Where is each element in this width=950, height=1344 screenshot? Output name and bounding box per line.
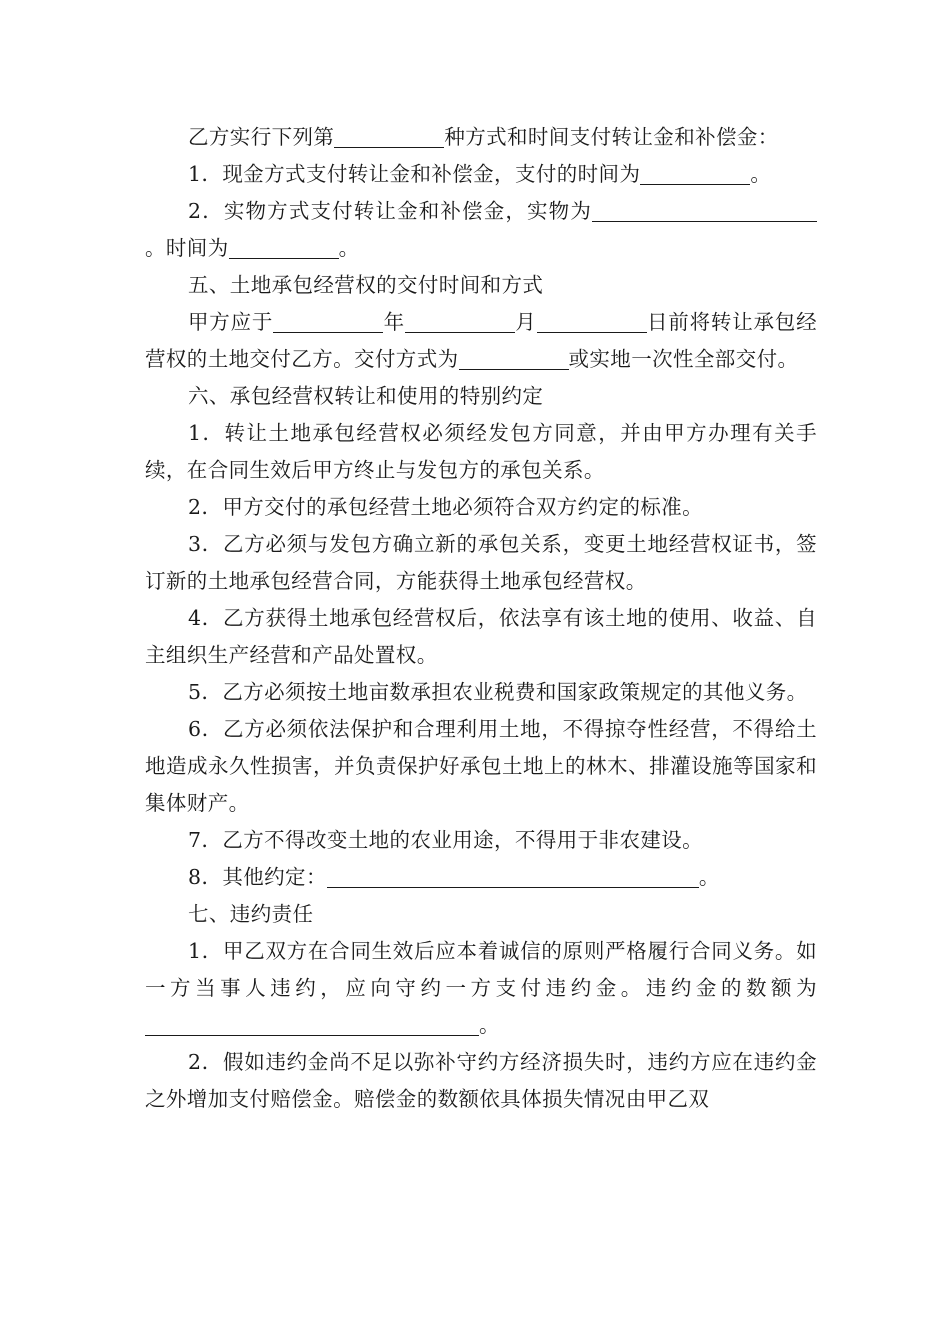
text-run: 1．甲乙双方在合同生效后应本着诚信的原则严格履行合同义务。如一方当事人违约，应向守约一方支付违约金。违约金的数额为 bbox=[145, 939, 817, 1000]
paragraph-cash-payment bbox=[145, 156, 817, 193]
text-run: 5．乙方必须按土地亩数承担农业税费和国家政策规定的其他义务。 bbox=[188, 680, 808, 704]
text-run: 1．现金方式支付转让金和补偿金，支付的时间为 bbox=[188, 162, 641, 186]
text-run: 。时间为 bbox=[145, 236, 229, 260]
section-heading-6 bbox=[145, 378, 817, 415]
clause-6-8 bbox=[145, 859, 817, 896]
text-run: 。 bbox=[479, 1013, 500, 1037]
text-run: 六、承包经营权转让和使用的特别约定 bbox=[188, 384, 544, 408]
paragraph-payment-method bbox=[145, 119, 817, 156]
blank-line bbox=[145, 1011, 479, 1036]
section-heading-5 bbox=[145, 267, 817, 304]
text-run: 6．乙方必须依法保护和合理利用土地，不得掠夺性经营，不得给土地造成永久性损害，并负责保护好承包土地上的林木、排灌设施等国家和集体财产。 bbox=[145, 717, 817, 815]
text-run: 8．其他约定： bbox=[188, 865, 327, 889]
paragraph-in-kind-payment bbox=[145, 193, 817, 267]
clause-6-6 bbox=[145, 711, 817, 822]
text-run: 五、土地承包经营权的交付时间和方式 bbox=[188, 273, 544, 297]
clause-6-1 bbox=[145, 415, 817, 489]
text-run: 七、违约责任 bbox=[188, 902, 314, 926]
text-run: 种方式和时间支付转让金和补偿金： bbox=[444, 125, 779, 149]
text-run: 2．假如违约金尚不足以弥补守约方经济损失时，违约方应在违约金之外增加支付赔偿金。赔偿金的数额依具体损失情况由甲乙双 bbox=[145, 1050, 817, 1111]
blank-line bbox=[229, 234, 339, 259]
text-run: 。 bbox=[698, 865, 720, 889]
clause-7-1 bbox=[145, 933, 817, 1044]
text-run: 1．转让土地承包经营权必须经发包方同意，并由甲方办理有关手续，在合同生效后甲方终止与发包方的承包关系。 bbox=[145, 421, 817, 482]
blank-line bbox=[334, 123, 444, 148]
section-heading-7 bbox=[145, 896, 817, 933]
text-run: 日前将转让承包经营权的土地交付乙方。交付方式为 bbox=[145, 310, 817, 371]
text-run: 2．甲方交付的承包经营土地必须符合双方约定的标准。 bbox=[188, 495, 704, 519]
clause-6-4 bbox=[145, 600, 817, 674]
text-run: 7．乙方不得改变土地的农业用途，不得用于非农建设。 bbox=[188, 828, 704, 852]
clause-6-3 bbox=[145, 526, 817, 600]
blank-line bbox=[640, 160, 750, 185]
blank-line bbox=[405, 308, 515, 333]
clause-7-2 bbox=[145, 1044, 817, 1118]
paragraph-delivery-time bbox=[145, 304, 817, 378]
text-run: 4．乙方获得土地承包经营权后，依法享有该土地的使用、收益、自主组织生产经营和产品处置权。 bbox=[145, 606, 817, 667]
blank-line bbox=[592, 197, 817, 222]
clause-6-5 bbox=[145, 674, 817, 711]
text-run: 乙方实行下列第 bbox=[188, 125, 335, 149]
text-run: 。 bbox=[750, 162, 772, 186]
blank-line bbox=[459, 345, 569, 370]
text-run: 或实地一次性全部交付。 bbox=[568, 347, 799, 371]
blank-line bbox=[537, 308, 647, 333]
clause-6-2 bbox=[145, 489, 817, 526]
document-body bbox=[145, 119, 817, 1118]
text-run: 甲方应于 bbox=[188, 310, 274, 334]
clause-6-7 bbox=[145, 822, 817, 859]
blank-line bbox=[273, 308, 383, 333]
text-run: 月 bbox=[514, 310, 537, 334]
text-run: 。 bbox=[338, 236, 360, 260]
text-run: 年 bbox=[383, 310, 405, 334]
blank-line bbox=[327, 863, 699, 888]
text-run: 3．乙方必须与发包方确立新的承包关系，变更土地经营权证书，签订新的土地承包经营合同，方能获得土地承包经营权。 bbox=[145, 532, 817, 593]
text-run: 2．实物方式支付转让金和补偿金，实物为 bbox=[188, 199, 592, 223]
